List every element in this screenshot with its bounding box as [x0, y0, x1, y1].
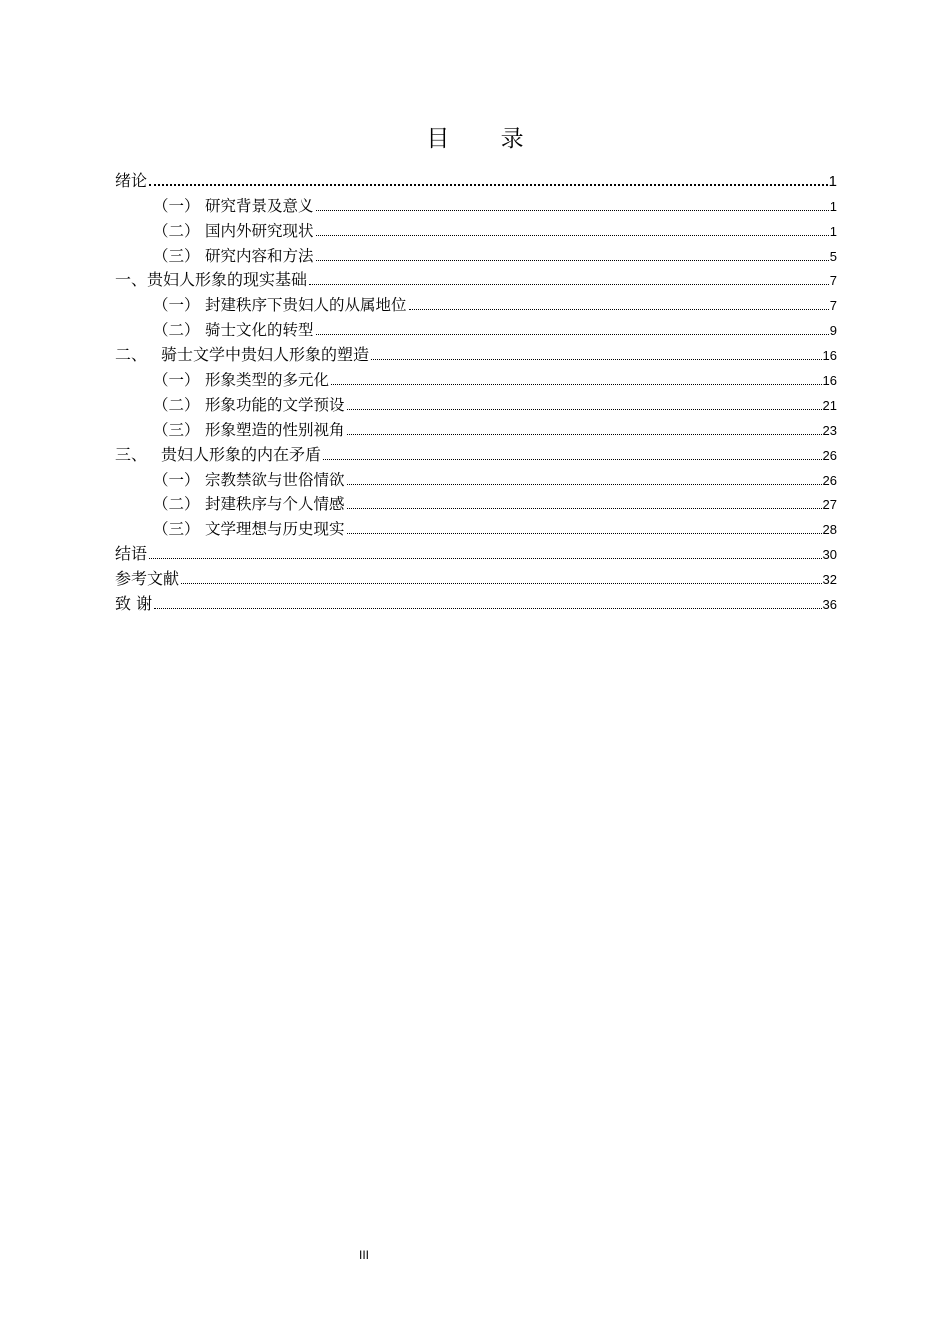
toc-entry[interactable]: [115, 290, 837, 315]
toc-entry-page-number: 32: [822, 572, 837, 588]
toc-entry-label: 结语: [115, 544, 148, 564]
toc-dot-leader: [347, 533, 822, 534]
toc-entry-number: 三、: [115, 444, 148, 464]
toc-entry-label: 研究背景及意义: [205, 196, 314, 215]
toc-entry-page-number: 27: [822, 497, 837, 513]
toc-entry-label: 致 谢: [115, 594, 153, 614]
toc-entry-label: 形象类型的多元化: [205, 371, 330, 390]
toc-dot-leader: [309, 284, 829, 285]
toc-entry-label: 封建秩序与个人情感: [205, 495, 345, 514]
toc-entry[interactable]: [115, 589, 837, 614]
toc-dot-leader: [316, 210, 829, 211]
toc-entry-page-number: 23: [822, 422, 837, 438]
toc-entry[interactable]: [115, 191, 837, 216]
toc-dot-leader: [149, 558, 822, 559]
toc-dot-leader: [347, 508, 822, 509]
toc-dot-leader: [371, 359, 822, 360]
toc-entry-number: （三）: [153, 420, 200, 439]
toc-entry-page-number: 16: [822, 348, 837, 364]
toc-entry-page-number: 26: [822, 472, 837, 488]
toc-entry-label: 研究内容和方法: [205, 246, 314, 265]
toc-entry-number: （一）: [153, 196, 200, 215]
toc-entry-label: 形象功能的文学预设: [205, 395, 345, 414]
toc-dot-leader: [149, 184, 828, 186]
toc-entry-number: （二）: [153, 495, 200, 514]
toc-entry[interactable]: [115, 390, 837, 415]
toc-entry-page-number: 1: [828, 172, 837, 190]
toc-entry-number: 二、: [115, 345, 148, 365]
toc-entry-number: （三）: [153, 246, 200, 265]
toc-entry-page-number: 28: [822, 522, 837, 538]
toc-entry-page-number: 30: [822, 547, 837, 563]
toc-entry-label: 参考文献: [115, 569, 180, 589]
toc-dot-leader: [316, 334, 829, 335]
toc-entry[interactable]: [115, 340, 837, 365]
toc-entry[interactable]: [115, 166, 837, 191]
toc-dot-leader: [347, 484, 822, 485]
toc-dot-leader: [347, 409, 822, 410]
toc-title: 目 录: [426, 126, 546, 152]
toc-entry[interactable]: [115, 415, 837, 440]
toc-entry[interactable]: [115, 539, 837, 564]
toc-entry[interactable]: [115, 564, 837, 589]
toc-entry-number: （三）: [153, 520, 200, 539]
toc-entry-label: 形象塑造的性别视角: [205, 420, 345, 439]
toc-entry[interactable]: [115, 315, 837, 340]
toc-entry[interactable]: [115, 465, 837, 490]
toc-entry-label: 封建秩序下贵妇人的从属地位: [205, 296, 407, 315]
toc-entry-page-number: 7: [829, 273, 837, 289]
toc-dot-leader: [154, 608, 821, 609]
toc-entry-page-number: 1: [829, 223, 837, 239]
toc-entry-label: 国内外研究现状: [205, 221, 314, 240]
toc-entry[interactable]: [115, 490, 837, 515]
toc-entry-number: （一）: [153, 296, 200, 315]
toc-entry[interactable]: [115, 241, 837, 266]
toc-entry-page-number: 9: [829, 323, 837, 339]
page-number-footer: III: [359, 1248, 370, 1262]
toc-entry-label: 一、贵妇人形象的现实基础: [115, 270, 308, 290]
toc-entry-label: 骑士文学中贵妇人形象的塑造: [161, 345, 370, 365]
toc-entry-page-number: 21: [822, 397, 837, 413]
toc-entry[interactable]: [115, 216, 837, 241]
toc-entry-label: 骑士文化的转型: [205, 321, 314, 340]
toc-entry-label: 绪论: [115, 170, 148, 190]
toc-dot-leader: [316, 235, 829, 236]
toc-dot-leader: [347, 434, 822, 435]
toc-entry[interactable]: [115, 365, 837, 390]
toc-entry-page-number: 26: [822, 447, 837, 463]
toc-dot-leader: [323, 459, 822, 460]
toc-entry-number: （二）: [153, 221, 200, 240]
toc-entry-number: （一）: [153, 371, 200, 390]
toc-entry-page-number: 5: [829, 248, 837, 264]
toc-entry-number: （二）: [153, 321, 200, 340]
toc-entry[interactable]: [115, 440, 837, 465]
toc-entry-page-number: 16: [822, 373, 837, 389]
toc-entry-label: 宗教禁欲与世俗情欲: [205, 470, 345, 489]
toc-dot-leader: [316, 260, 829, 261]
toc-entry[interactable]: [115, 266, 837, 291]
table-of-contents: [115, 166, 837, 614]
toc-entry-label: 贵妇人形象的内在矛盾: [161, 444, 322, 464]
toc-entry-page-number: 7: [829, 298, 837, 314]
toc-entry-page-number: 1: [829, 198, 837, 214]
toc-entry-number: （一）: [153, 470, 200, 489]
toc-entry-number: （二）: [153, 395, 200, 414]
toc-entry-label: 文学理想与历史现实: [205, 520, 345, 539]
toc-dot-leader: [331, 384, 822, 385]
toc-entry[interactable]: [115, 514, 837, 539]
toc-dot-leader: [181, 583, 822, 584]
toc-dot-leader: [409, 309, 829, 310]
toc-entry-page-number: 36: [822, 597, 837, 613]
